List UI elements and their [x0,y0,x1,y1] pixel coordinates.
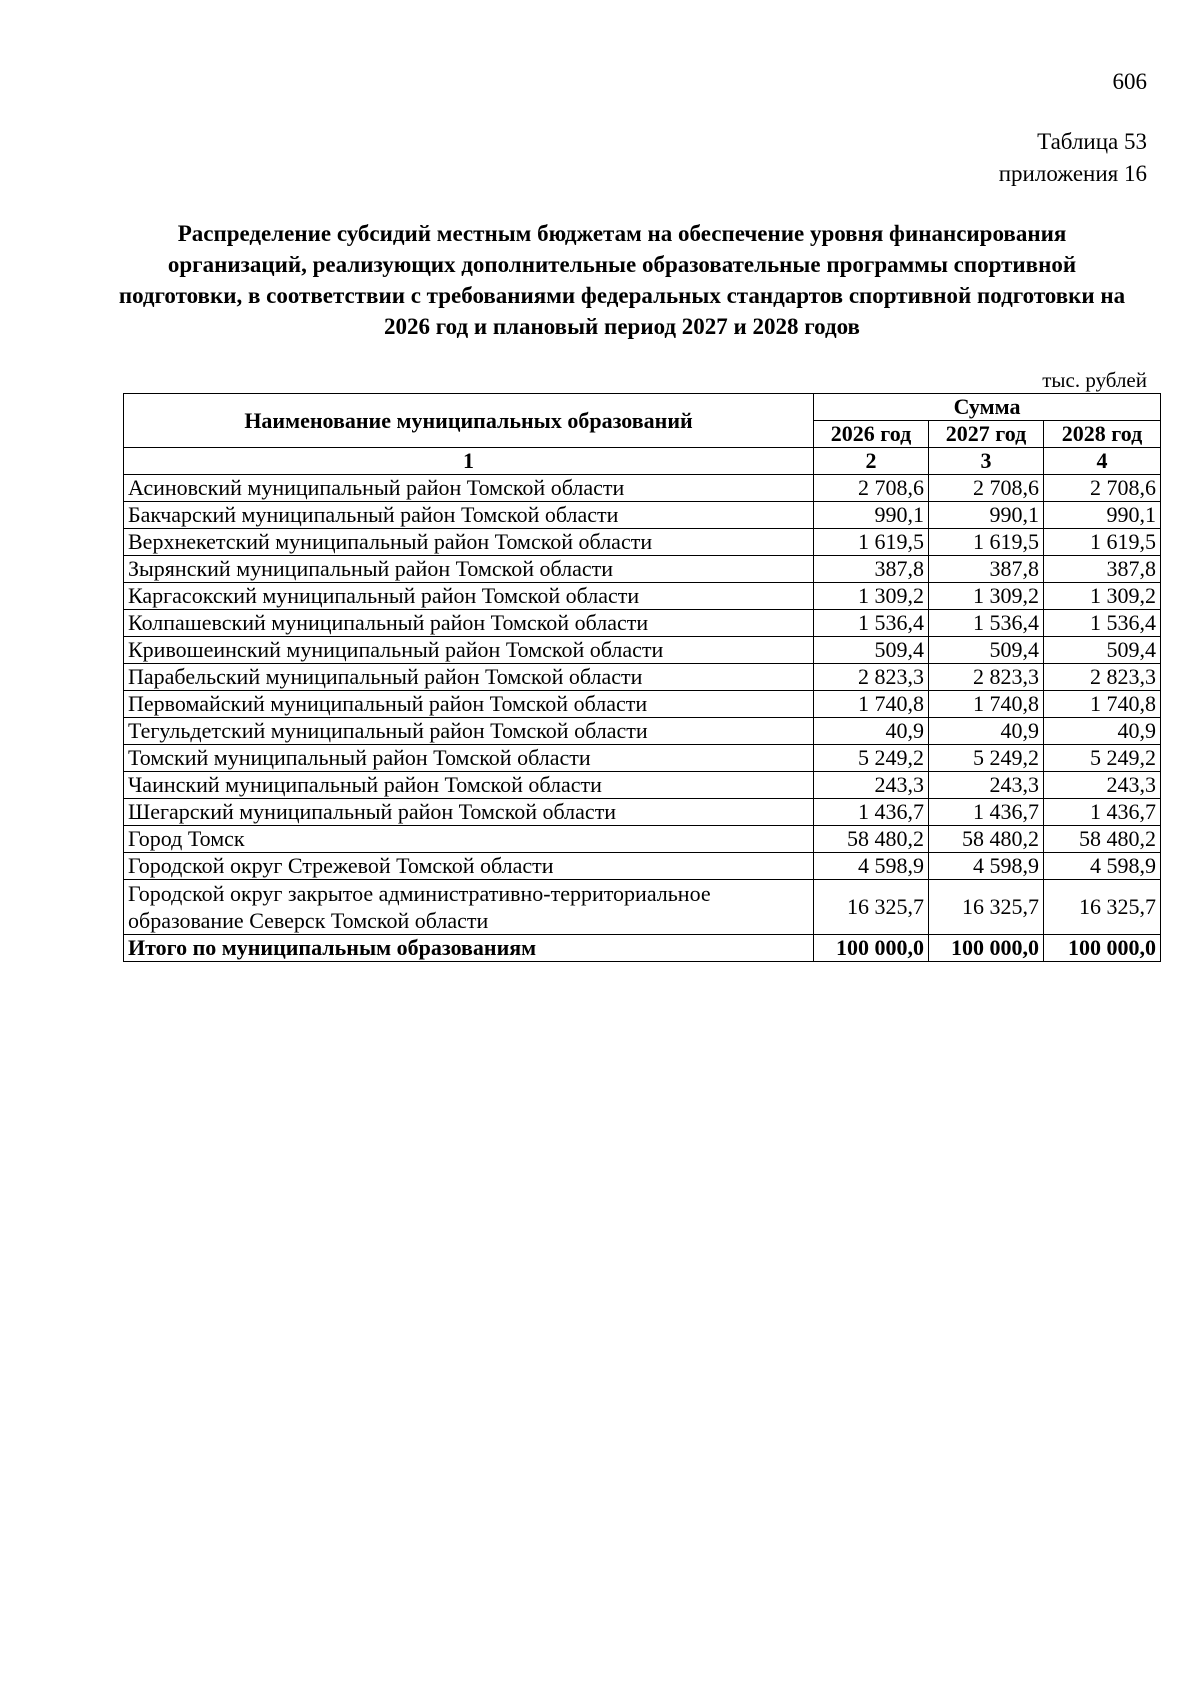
document-title: Распределение субсидий местным бюджетам на обеспечение уровня финансирования организаций, реализующих дополнительные образовательные программы спортивной подготовки, в соответствии с требованиями федеральных стандартов спортивной подготовки на 2026 год и плановый период 2027 и 2028 годов [118,221,1126,339]
amount-2027: 5 249,2 [929,745,1044,772]
municipality-name: Томский муниципальный район Томской области [124,745,814,772]
amount-2028: 1 436,7 [1044,799,1161,826]
table-reference-line-2: приложения 16 [998,161,1147,186]
total-2026: 100 000,0 [814,935,929,962]
amount-2026: 1 740,8 [814,691,929,718]
table-reference [999,126,1147,190]
amount-2027: 387,8 [929,556,1044,583]
amount-2028: 4 598,9 [1044,853,1161,880]
table-reference-line-1: Таблица 53 [1037,129,1147,154]
amount-2027: 1 740,8 [929,691,1044,718]
amount-2027: 509,4 [929,637,1044,664]
amount-2026: 243,3 [814,772,929,799]
municipality-name: Зырянский муниципальный район Томской области [124,556,814,583]
total-2027: 100 000,0 [929,935,1044,962]
total-2028: 100 000,0 [1044,935,1161,962]
amount-2028: 243,3 [1044,772,1161,799]
header-year-2026: 2026 год [814,421,929,448]
table-row [124,772,1161,799]
municipality-name: Шегарский муниципальный район Томской области [124,799,814,826]
amount-2026: 16 325,7 [814,880,929,935]
table-row [124,556,1161,583]
municipality-name: Городской округ закрытое административно-территориальное образование Северск Томской области [124,880,814,935]
amount-2028: 16 325,7 [1044,880,1161,935]
column-number-4: 4 [1044,448,1161,475]
amount-2027: 40,9 [929,718,1044,745]
amount-2028: 509,4 [1044,637,1161,664]
subsidies-table [123,393,1161,962]
header-year-2028: 2028 год [1044,421,1161,448]
table-row [124,691,1161,718]
amount-2028: 1 536,4 [1044,610,1161,637]
amount-2028: 1 309,2 [1044,583,1161,610]
municipality-name: Чаинский муниципальный район Томской области [124,772,814,799]
amount-2027: 58 480,2 [929,826,1044,853]
amount-2026: 2 823,3 [814,664,929,691]
amount-2028: 990,1 [1044,502,1161,529]
amount-2027: 1 309,2 [929,583,1044,610]
table-row [124,826,1161,853]
table-row [124,799,1161,826]
municipality-name: Колпашевский муниципальный район Томской области [124,610,814,637]
amount-2028: 2 823,3 [1044,664,1161,691]
municipality-name: Первомайский муниципальный район Томской области [124,691,814,718]
amount-2026: 5 249,2 [814,745,929,772]
header-year-2027: 2027 год [929,421,1044,448]
total-label: Итого по муниципальным образованиям [124,935,814,962]
amount-2026: 58 480,2 [814,826,929,853]
table-row [124,880,1161,935]
table-row [124,610,1161,637]
amount-2027: 1 436,7 [929,799,1044,826]
header-municipality-name: Наименование муниципальных образований [124,394,814,448]
table-row [124,583,1161,610]
amount-2026: 2 708,6 [814,475,929,502]
amount-2028: 5 249,2 [1044,745,1161,772]
amount-2028: 58 480,2 [1044,826,1161,853]
amount-2028: 387,8 [1044,556,1161,583]
header-sum: Сумма [814,394,1161,421]
amount-2026: 1 619,5 [814,529,929,556]
municipality-name: Парабельский муниципальный район Томской области [124,664,814,691]
table-row [124,853,1161,880]
amount-2027: 16 325,7 [929,880,1044,935]
municipality-name: Каргасокский муниципальный район Томской области [124,583,814,610]
amount-2027: 2 708,6 [929,475,1044,502]
municipality-name: Верхнекетский муниципальный район Томской области [124,529,814,556]
amount-2026: 509,4 [814,637,929,664]
table-row [124,529,1161,556]
amount-2027: 2 823,3 [929,664,1044,691]
page-number: 606 [1112,69,1147,94]
amount-2026: 990,1 [814,502,929,529]
table-header-row [124,394,1161,421]
amount-2026: 387,8 [814,556,929,583]
amount-2027: 243,3 [929,772,1044,799]
amount-2027: 1 536,4 [929,610,1044,637]
table-row [124,664,1161,691]
column-number-1: 1 [124,448,814,475]
amount-2028: 1 619,5 [1044,529,1161,556]
amount-2026: 40,9 [814,718,929,745]
municipality-name: Тегульдетский муниципальный район Томской области [124,718,814,745]
municipality-name: Город Томск [124,826,814,853]
table-row [124,475,1161,502]
table-row [124,718,1161,745]
amount-2028: 2 708,6 [1044,475,1161,502]
amount-2027: 4 598,9 [929,853,1044,880]
column-number-3: 3 [929,448,1044,475]
amount-2026: 1 536,4 [814,610,929,637]
amount-2027: 990,1 [929,502,1044,529]
amount-2026: 4 598,9 [814,853,929,880]
municipality-name: Асиновский муниципальный район Томской области [124,475,814,502]
amount-2028: 40,9 [1044,718,1161,745]
column-number-2: 2 [814,448,929,475]
amount-2026: 1 436,7 [814,799,929,826]
amount-2026: 1 309,2 [814,583,929,610]
municipality-name: Городской округ Стрежевой Томской области [124,853,814,880]
municipality-name: Кривошеинский муниципальный район Томской области [124,637,814,664]
table-row [124,745,1161,772]
total-row [124,935,1161,962]
table-row [124,502,1161,529]
amount-2027: 1 619,5 [929,529,1044,556]
municipality-name: Бакчарский муниципальный район Томской области [124,502,814,529]
table-row [124,637,1161,664]
table-column-numbers-row [124,448,1161,475]
amount-2028: 1 740,8 [1044,691,1161,718]
units-label: тыс. рублей [1042,368,1147,392]
